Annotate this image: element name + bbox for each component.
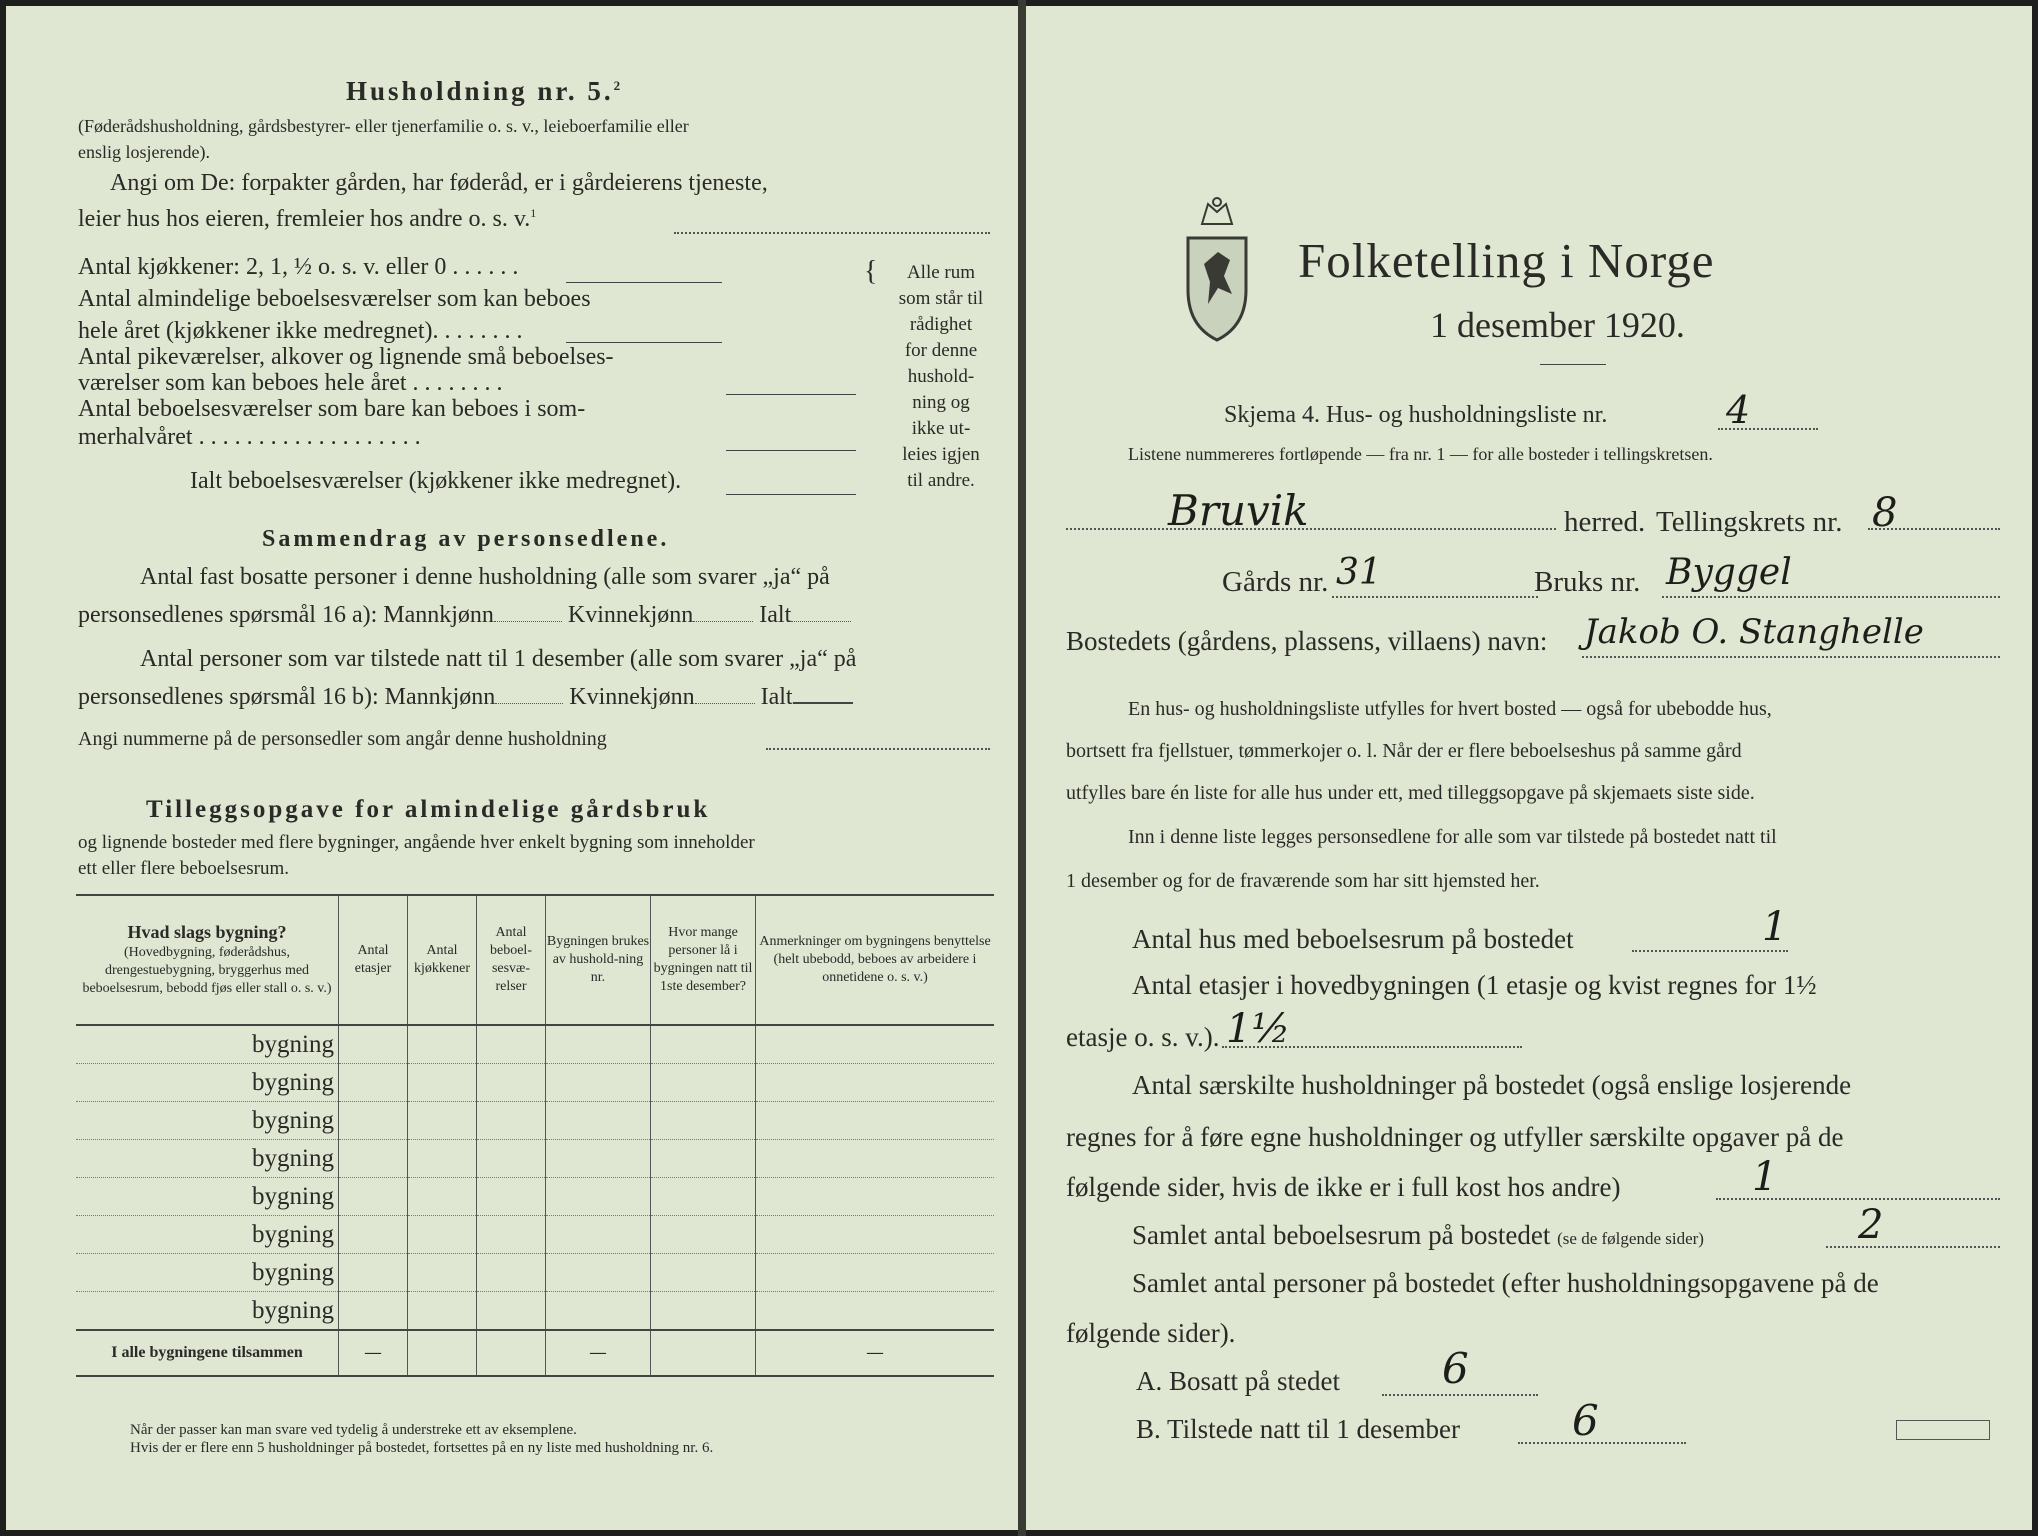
bruks-value: Byggel <box>1666 552 1792 593</box>
etasjer-value: 1½ <box>1226 1006 1291 1052</box>
instruction-5: 1 desember og for de fraværende som har sitt hjemsted her. <box>1066 870 1540 892</box>
table-row: bygning <box>76 1292 994 1331</box>
right-page <box>1026 6 2032 1530</box>
gards-value: 31 <box>1336 552 1382 593</box>
rooms-summer: Antal beboelsesværelser som bare kan beboes i som- <box>78 396 586 422</box>
col-kitchens: Antal kjøkkener <box>408 895 477 1025</box>
table-total-row: I alle bygningene tilsammen — — — <box>76 1330 994 1376</box>
tellingskrets-value: 8 <box>1872 490 1898 536</box>
herred-label: herred. <box>1564 506 1646 538</box>
household-title: Husholdning nr. 5.$^2$ <box>346 76 624 106</box>
left-page <box>6 6 1018 1530</box>
instruction-3: utfylles bare én liste for alle hus under ett, med tilleggsopgave på skjemaets siste side. <box>1066 782 1755 804</box>
angi-text: Angi om De: forpakter gården, har føderåd, er i gårdeierens tjeneste, <box>110 170 768 196</box>
etasjer-line-1: Antal etasjer i hovedbygningen (1 etasje og kvist regnes for 1½ <box>1132 970 1817 1000</box>
bosatt-value: 6 <box>1442 1344 1469 1393</box>
saerskilte-value: 1 <box>1752 1154 1778 1200</box>
intro-text-2: enslig losjerende). <box>78 142 210 162</box>
col-building-type: Hvad slags bygning? (Hovedbygning, føderådshus, drengestuebygning, bryggerhus med beboelsesrum, bebodd fjøs eller stall o. s. v.) <box>76 895 339 1025</box>
numbering-note: Listene nummereres fortløpende — fra nr. 1 — for alle bosteder i tellingskretsen. <box>1128 444 1713 464</box>
table-row: bygning <box>76 1025 994 1064</box>
col-household: Bygningen brukes av hushold-ning nr. <box>546 895 651 1025</box>
instruction-1: En hus- og husholdningsliste utfylles for hvert bosted — også for ubebodde hus, <box>1128 698 1772 720</box>
saerskilte-line-1: Antal særskilte husholdninger på bostedet (også enslige losjerende <box>1132 1070 1852 1100</box>
summary-line-4: personsedlenes spørsmål 16 b): Mannkjønn Kvinnekjønn Ialt <box>78 684 853 711</box>
tillegg-title: Tilleggsopgave for almindelige gårdsbruk <box>146 796 711 823</box>
samlet-personer-line-2: følgende sider). <box>1066 1318 1236 1348</box>
col-rooms: Antal beboel-sesvæ-relser <box>477 895 546 1025</box>
page-gutter <box>1018 0 1026 1536</box>
instruction-4: Inn i denne liste legges personsedlene for alle som var tilstede på bostedet natt til <box>1128 826 1777 848</box>
col-persons: Hvor mange personer lå i bygningen natt til 1ste desember? <box>651 895 756 1025</box>
gards-label: Gårds nr. <box>1222 566 1329 598</box>
tillegg-line-1: og lignende bosteder med flere bygninger, angående hver enkelt bygning som inneholder <box>78 832 755 853</box>
main-title: Folketelling i Norge <box>1298 233 1715 288</box>
saerskilte-line-3: følgende sider, hvis de ikke er i full kost hos andre) <box>1066 1172 1621 1202</box>
bosatt-label: A. Bosatt på stedet <box>1136 1366 1340 1396</box>
samlet-rum-value: 2 <box>1858 1202 1884 1248</box>
instruction-2: bortsett fra fjellstuer, tømmerkojer o. l. Når der er flere beboelseshus på samme gård <box>1066 740 1742 762</box>
brace-symbol: { <box>864 256 878 287</box>
summary-line-1: Antal fast bosatte personer i denne husholdning (alle som svarer „ja“ på <box>140 564 830 590</box>
angi-nummerne: Angi nummerne på de personsedler som angår denne husholdning <box>78 728 607 750</box>
rooms-ordinary: Antal almindelige beboelsesværelser som kan beboes <box>78 286 591 312</box>
rooms-summer-2: merhalvåret . . . . . . . . . . . . . . . . . . . <box>78 424 421 450</box>
saerskilte-line-2: regnes for å føre egne husholdninger og utfyller særskilte opgaver på de <box>1066 1122 1844 1152</box>
table-row: bygning <box>76 1216 994 1254</box>
table-row: bygning <box>76 1064 994 1102</box>
tilstede-value: 6 <box>1572 1396 1599 1445</box>
col-remarks: Anmerkninger om bygningens benyttelse (helt ubebodd, beboes av arbeidere i onnetidene o. s. v.) <box>756 895 995 1025</box>
footnote-2: Hvis der er flere enn 5 husholdninger på bostedet, fortsettes på en ny liste med husholdning nr. 6. <box>130 1440 714 1456</box>
rooms-ordinary-2: hele året (kjøkkener ikke medregnet). . . . . . . . <box>78 318 523 344</box>
summary-line-2: personsedlenes spørsmål 16 a): Mannkjønn Kvinnekjønn Ialt <box>78 602 851 629</box>
rooms-maid-2: værelser som kan beboes hele året . . . . . . . . <box>78 370 503 396</box>
hus-label: Antal hus med beboelsesrum på bostedet <box>1132 924 1574 954</box>
tellingskrets-label: Tellingskrets nr. <box>1656 506 1843 538</box>
tilstede-label: B. Tilstede natt til 1 desember <box>1136 1414 1460 1444</box>
printer-stamp <box>1896 1420 1990 1440</box>
herred-value: Bruvik <box>1168 486 1309 535</box>
skjema-line: Skjema 4. Hus- og husholdningsliste nr. <box>1224 402 1608 428</box>
rooms-total: Ialt beboelsesværelser (kjøkkener ikke medregnet). <box>190 468 682 494</box>
table-row: bygning <box>76 1102 994 1140</box>
side-note: Alle rum som står til rådighet for denne hushold- ning og ikke ut- leies igjen til andre. <box>898 262 984 491</box>
samlet-rum-label: Samlet antal beboelsesrum på bostedet (se de følgende sider) <box>1132 1220 1704 1250</box>
summary-line-3: Antal personer som var tilstede natt til 1 desember (alle som svarer „ja“ på <box>140 646 857 672</box>
building-table <box>76 894 994 1377</box>
intro-text: (Føderådshusholdning, gårdsbestyrer- eller tjenerfamilie o. s. v., leieboerfamilie eller <box>78 116 689 136</box>
bruks-label: Bruks nr. <box>1534 566 1641 598</box>
rooms-kitchens: Antal kjøkkener: 2, 1, ½ o. s. v. eller 0 . . . . . . <box>78 254 519 280</box>
bosted-value: Jakob O. Stanghelle <box>1584 612 1924 652</box>
table-row: bygning <box>76 1140 994 1178</box>
rooms-maid: Antal pikeværelser, alkover og lignende små beboelses- <box>78 344 614 370</box>
table-row: bygning <box>76 1178 994 1216</box>
census-date: 1 desember 1920. <box>1430 305 1685 345</box>
tillegg-line-2: ett eller flere beboelsesrum. <box>78 858 290 879</box>
hus-value: 1 <box>1762 904 1788 950</box>
col-floors: Antal etasjer <box>339 895 408 1025</box>
bosted-label: Bostedets (gårdens, plassens, villaens) navn: <box>1066 626 1548 656</box>
samlet-personer-line-1: Samlet antal personer på bostedet (efter husholdningsopgavene på de <box>1132 1268 1879 1298</box>
angi-text-2: leier hus hos eieren, fremleier hos andre o. s. v.$^1$ <box>78 206 537 232</box>
coat-of-arms-icon <box>1178 194 1256 344</box>
summary-title: Sammendrag av personsedlene. <box>262 526 670 552</box>
list-number-value: 4 <box>1726 388 1751 432</box>
table-row: bygning <box>76 1254 994 1292</box>
etasjer-line-2: etasje o. s. v.). <box>1066 1022 1220 1052</box>
footnote-1: Når der passer kan man svare ved tydelig å understreke ett av eksemplene. <box>130 1422 577 1438</box>
